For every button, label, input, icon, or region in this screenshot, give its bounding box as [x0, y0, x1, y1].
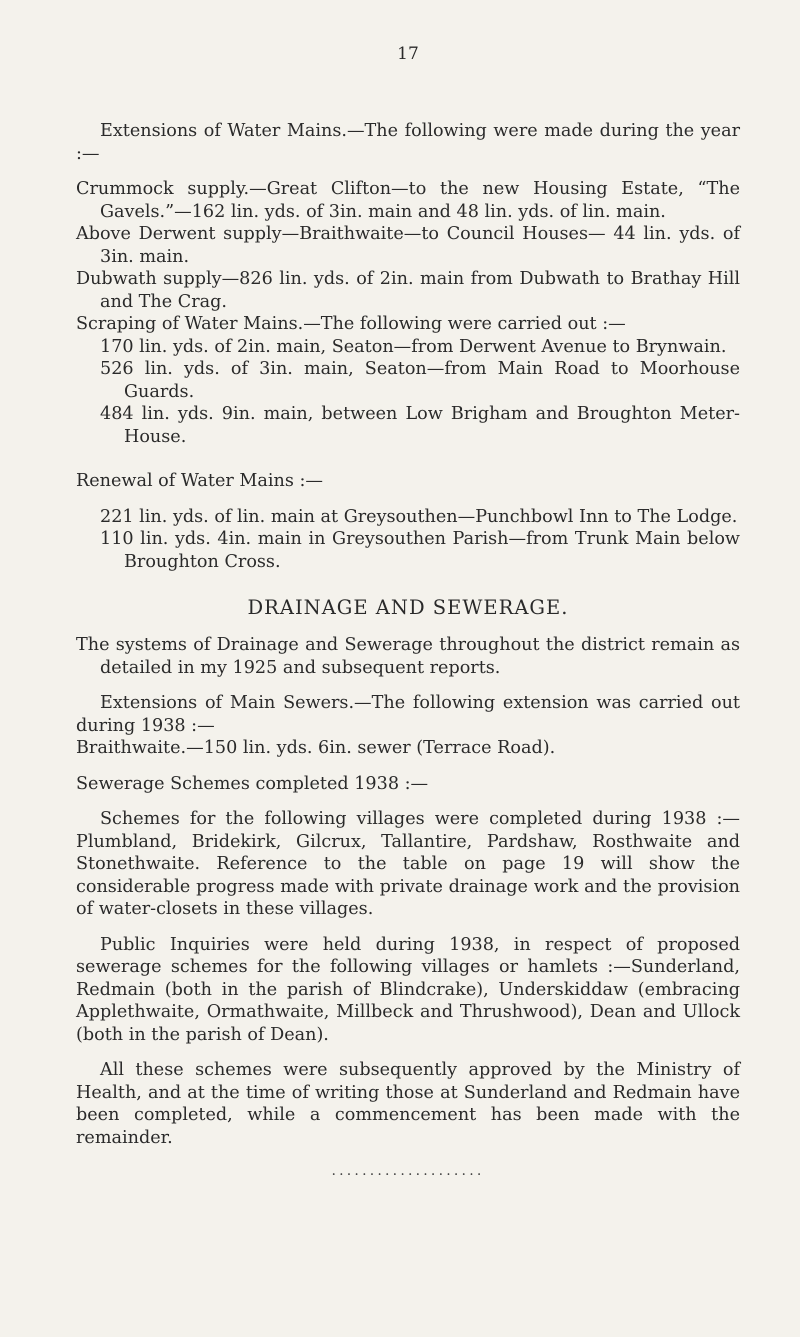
sewers-item: Braithwaite.—150 lin. yds. 6in. sewer (Terrace Road).: [76, 738, 556, 758]
water-extension-item: Above Derwent supply—Braithwaite—to Council Houses— 44 lin. yds. of 3in. main.: [76, 224, 740, 267]
water-extension-item: Dubwath supply—826 lin. yds. of 2in. main from Dubwath to Brathay Hill and The Crag.: [76, 269, 740, 312]
sewers-intro: Extensions of Main Sewers.—The following extension was carried out during 1938 :—: [76, 693, 740, 736]
schemes-intro: Sewerage Schemes completed 1938 :—: [76, 773, 429, 794]
approved-paragraph: All these schemes were subsequently approved by the Ministry of Health, and at the time of writing those at Sunderland and Redmain have been completed, while a commencement has been made with the remainder.: [76, 1060, 740, 1148]
renewal-intro: Renewal of Water Mains :—: [76, 471, 323, 491]
scraping-item: 170 lin. yds. of 2in. main, Seaton—from Derwent Avenue to Brynwain.: [100, 336, 727, 357]
water-extension-item: Crummock supply.—Great Clifton—to the new Housing Estate, “The Gavels.”—162 lin. yds. of 3in. main and 48 lin. yds. of lin. main.: [76, 179, 740, 222]
footer-dots-divider: ....................: [331, 1163, 485, 1179]
schemes-paragraph: Schemes for the following villages were completed during 1938 :—Plumbland, Bridekirk, Gilcrux, Tallantire, Pardshaw, Rosthwaite and Stonethwaite. Reference to the table on page 19 will show the considerable progress made with private drainage work and the provision of water-closets in these villages.: [76, 809, 740, 919]
scraping-item: 526 lin. yds. of 3in. main, Seaton—from Main Road to Moorhouse Guards.: [100, 359, 740, 402]
renewal-item: 221 lin. yds. of lin. main at Greysouthen—Punchbowl Inn to The Lodge.: [100, 506, 738, 527]
scraping-intro: Scraping of Water Mains.—The following were carried out :—: [76, 314, 626, 334]
scraping-item: 484 lin. yds. 9in. main, between Low Brigham and Broughton Meter-House.: [100, 404, 740, 447]
section-heading-drainage: DRAINAGE AND SEWERAGE.: [247, 596, 569, 619]
drainage-systems-paragraph: The systems of Drainage and Sewerage throughout the district remain as detailed in my 1925 and subsequent reports.: [76, 635, 740, 678]
renewal-item: 110 lin. yds. 4in. main in Greysouthen Parish—from Trunk Main below Broughton Cross.: [100, 529, 740, 572]
page-number: 17: [397, 44, 419, 64]
inquiries-paragraph: Public Inquiries were held during 1938, in respect of proposed sewerage schemes for the following villages or hamlets :—Sunderland, Redmain (both in the parish of Blindcrake), Underskiddaw (embracing Applethwaite, Ormathwaite, Millbeck and Thrushwood), Dean and Ullock (both in the parish of Dean).: [76, 934, 740, 1045]
water-extensions-intro: Extensions of Water Mains.—The following were made during the year :—: [76, 121, 740, 164]
